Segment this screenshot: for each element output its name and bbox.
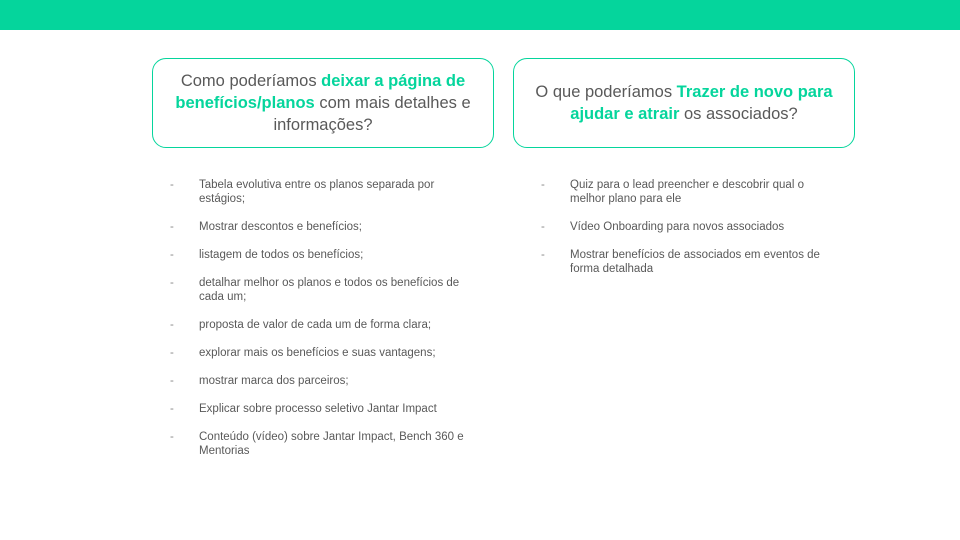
list-item-text: Mostrar descontos e benefícios; [199,221,362,233]
list-item [170,374,470,388]
question-text-right [532,81,836,125]
question-box-left [152,58,494,148]
bullet-dash: - [170,431,174,443]
list-item-text: Quiz para o lead preencher e descobrir qual o melhor plano para ele [570,179,804,205]
ideas-list-right [541,178,841,290]
bullet-dash: - [170,277,174,289]
top-accent-bar [0,0,960,30]
list-item [170,346,470,360]
list-item [541,178,841,206]
bullet-dash: - [170,347,174,359]
list-item [170,248,470,262]
question-right-highlight: Trazer de novo para ajudar e atrair [570,83,833,123]
list-item-text: proposta de valor de cada um de forma clara; [199,319,432,331]
list-item-text: listagem de todos os benefícios; [199,249,364,261]
list-item [541,248,841,276]
bullet-dash: - [170,403,174,415]
question-text-left [171,70,475,136]
list-item-text: Vídeo Onboarding para novos associados [570,221,785,233]
list-item-text: explorar mais os benefícios e suas vantagens; [199,347,436,359]
question-left-highlight: deixar a página de benefícios/planos [175,72,466,112]
question-right-before: O que poderíamos [535,83,677,101]
list-item-text: Tabela evolutiva entre os planos separada por estágios; [199,179,435,205]
list-item-text: mostrar marca dos parceiros; [199,375,349,387]
bullet-dash: - [541,179,545,191]
list-item [541,220,841,234]
question-left-before: Como poderíamos [180,72,322,90]
bullet-dash: - [170,375,174,387]
list-item [170,430,470,458]
list-item-text: Conteúdo (vídeo) sobre Jantar Impact, Bench 360 e Mentorias [199,431,464,457]
question-left-after: com mais detalhes e informações? [273,94,471,134]
bullet-dash: - [170,221,174,233]
bullet-dash: - [541,249,545,261]
bullet-dash: - [170,319,174,331]
ideas-list-left [170,178,470,472]
list-item-text: Explicar sobre processo seletivo Jantar Impact [199,403,437,415]
bullet-dash: - [541,221,545,233]
list-item [170,318,470,332]
question-right-after: os associados? [679,105,798,123]
list-item [170,178,470,206]
list-item [170,276,470,304]
question-box-right [513,58,855,148]
list-item [170,220,470,234]
list-item-text: Mostrar benefícios de associados em eventos de forma detalhada [570,249,820,275]
bullet-dash: - [170,249,174,261]
list-item-text: detalhar melhor os planos e todos os benefícios de cada um; [199,277,460,303]
bullet-dash: - [170,179,174,191]
list-item [170,402,470,416]
